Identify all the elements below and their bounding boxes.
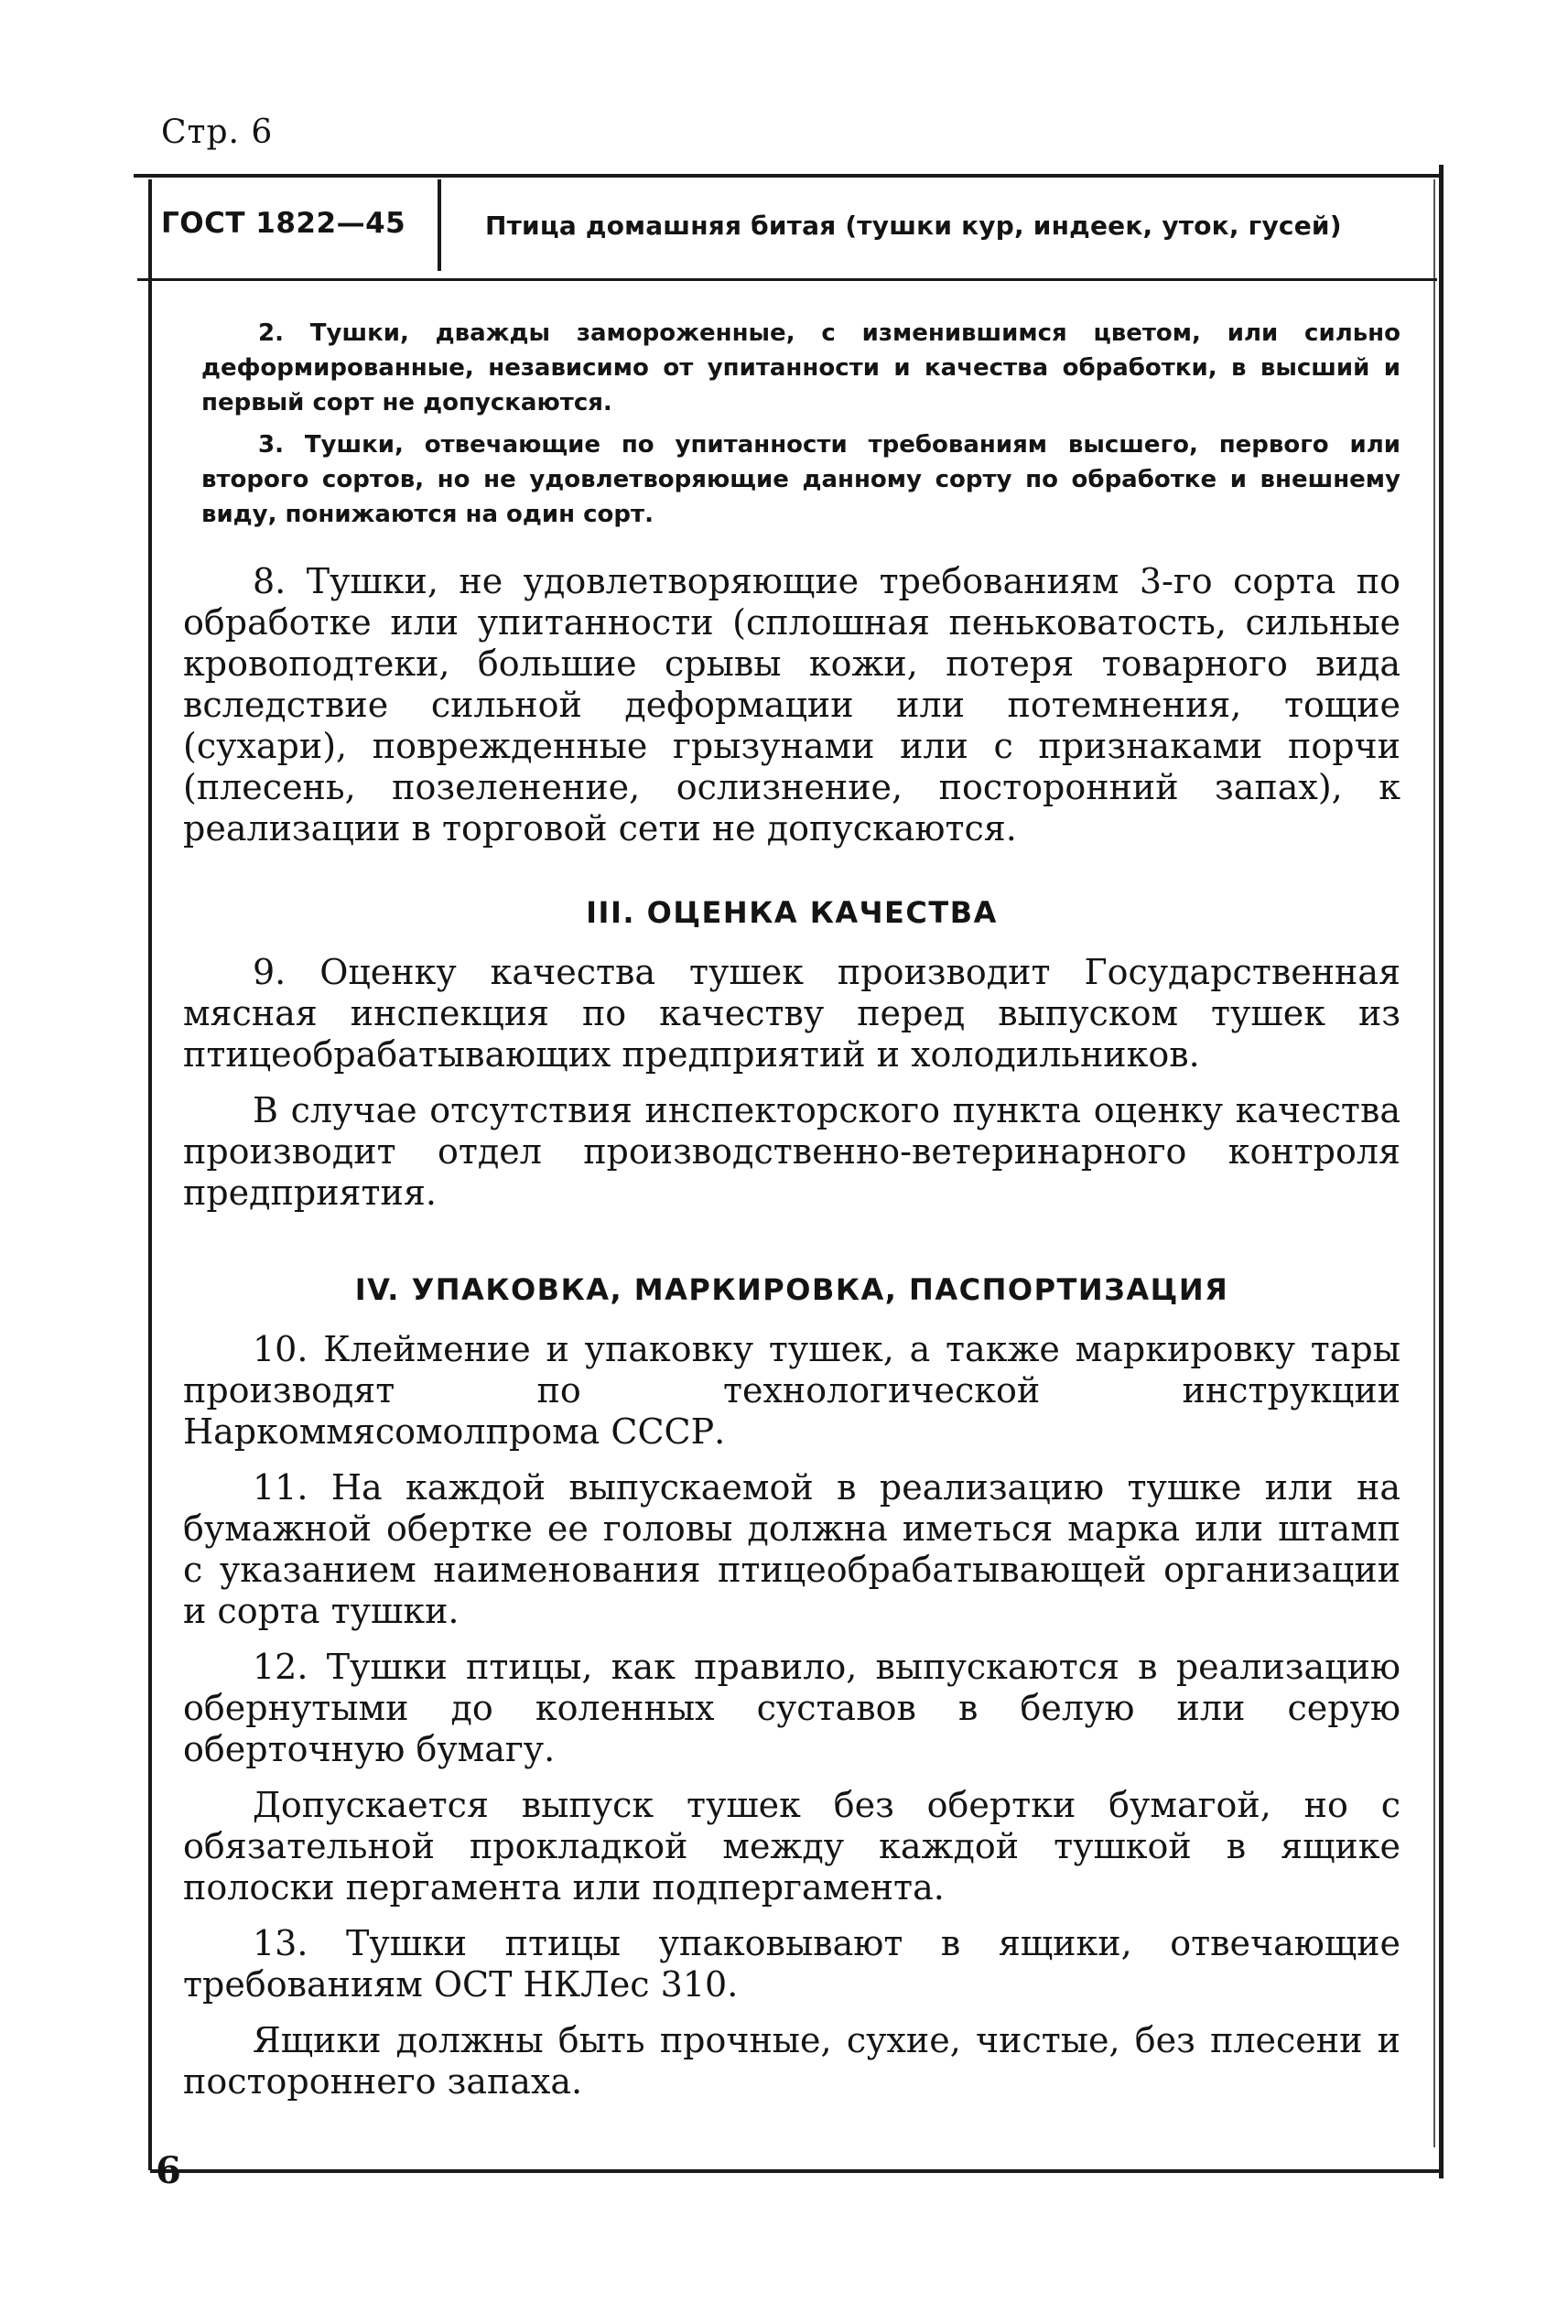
note-2: 2. Тушки, дважды замороженные, с изменившимся цветом, или сильно деформированные, независимо от упитанности и качества обработки, в высший и первый сорт не допускаются.: [201, 319, 1400, 416]
paragraph-13-continued: Ящики должны быть прочные, сухие, чистые, без плесени и постороннего запаха.: [183, 2020, 1400, 2102]
page-number-bottom: 6: [156, 2149, 181, 2192]
standard-title: Птица домашняя битая (тушки кур, индеек, уток, гусей): [485, 211, 1342, 241]
standard-code: ГОСТ 1822—45: [161, 207, 406, 240]
paragraph-8: 8. Тушки, не удовлетворяющие требованиям 3-го сорта по обработке или упитанности (сплошная пеньковатость, сильные кровоподтеки, большие срывы кожи, потеря товарного вида вследствие сильной деформации или потемнения, тощие (сухари), поврежденные грызунами или с признаками порчи (плесень, позеленение, ослизнение, посторонний запах), к реализации в торговой сети не допускаются.: [183, 561, 1400, 849]
right-border-inner-line: [1433, 179, 1435, 2147]
section-title-packaging: IV. УПАКОВКА, МАРКИРОВКА, ПАСПОРТИЗАЦИЯ: [354, 1272, 1229, 1307]
page-body: [183, 316, 1400, 2117]
paragraph-9-continued: В случае отсутствия инспекторского пункта оценку качества производит отдел производственно-ветеринарного контроля предприятия.: [183, 1090, 1400, 1213]
page-number-top: Стр. 6: [161, 113, 274, 151]
paragraph-9: 9. Оценку качества тушек производит Государственная мясная инспекция по качеству перед выпуском тушек из птицеобрабатывающих предприятий и холодильников.: [183, 952, 1400, 1075]
paragraph-10: 10. Клеймение и упаковку тушек, а также маркировку тары производят по технологической инструкции Наркоммясомолпрома СССР.: [183, 1329, 1400, 1452]
header-bottom-rule: [137, 278, 1437, 281]
note-3: 3. Тушки, отвечающие по упитанности требованиям высшего, первого или второго сортов, но не удовлетворяющие данному сорту по обработке и внешнему виду, понижаются на один сорт.: [201, 431, 1400, 528]
right-border-line: [1439, 165, 1444, 2178]
paragraph-13: 13. Тушки птицы упаковывают в ящики, отвечающие требованиям ОСТ НКЛес 310.: [183, 1923, 1400, 2005]
header-divider: [438, 179, 441, 271]
paragraph-12-continued: Допускается выпуск тушек без обертки бумагой, но с обязательной прокладкой между каждой тушкой в ящике полоски пергамента или подпергамента.: [183, 1785, 1400, 1908]
header-top-rule: [134, 174, 1443, 178]
paragraph-12: 12. Тушки птицы, как правило, выпускаются в реализацию обернутыми до коленных суставов в белую или серую оберточную бумагу.: [183, 1647, 1400, 1769]
paragraph-11: 11. На каждой выпускаемой в реализацию тушке или на бумажной обертке ее головы должна иметься марка или штамп с указанием наименования птицеобрабатывающей организации и сорта тушки.: [183, 1467, 1400, 1631]
section-title-quality: III. ОЦЕНКА КАЧЕСТВА: [586, 895, 998, 930]
footer-rule: [150, 2169, 1441, 2173]
left-border-line: [148, 179, 152, 2170]
